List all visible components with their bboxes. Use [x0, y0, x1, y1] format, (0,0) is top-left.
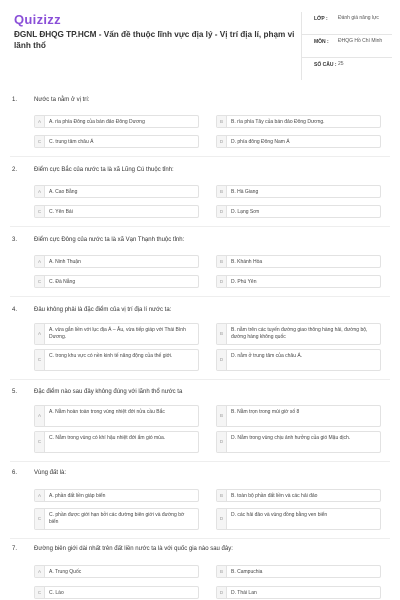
option-letter: D: [217, 432, 227, 452]
option-text: C. Lào: [49, 590, 64, 596]
divider: [10, 156, 390, 157]
answer-option-b[interactable]: [216, 323, 381, 345]
option-text: D. phía đông Đông Nam Á: [231, 139, 290, 145]
answer-option-d[interactable]: [216, 205, 381, 218]
answer-option-b[interactable]: [216, 489, 381, 502]
worksheet-header: [0, 0, 400, 82]
meta-row-class: [302, 12, 392, 35]
question-number: 3.: [12, 237, 18, 243]
answer-option-a[interactable]: [34, 565, 199, 578]
option-text: C. trong khu vực có nền kinh tế năng động của thế giới.: [49, 353, 173, 359]
option-letter: C: [35, 276, 45, 287]
answer-option-c[interactable]: [34, 135, 199, 148]
answer-option-d[interactable]: [216, 135, 381, 148]
option-text: A. vừa gắn liền với lục địa Á – Âu, vừa tiếp giáp với Thái Bình Dương.: [49, 327, 186, 340]
meta-label: LỚP :: [314, 16, 328, 22]
answer-option-b[interactable]: [216, 185, 381, 198]
option-text: A. Cao Bằng: [49, 189, 78, 195]
option-letter: D: [217, 509, 227, 529]
question-text: Đặc điểm nào sau đây không đúng với lãnh thổ nước ta: [34, 389, 183, 395]
answer-option-c[interactable]: [34, 275, 199, 288]
meta-label: MÔN :: [314, 39, 329, 45]
option-letter: D: [217, 350, 227, 370]
answer-option-c[interactable]: [34, 205, 199, 218]
answer-option-c[interactable]: [34, 349, 199, 371]
option-letter: A: [35, 490, 45, 501]
option-text: C. phần được giới hạn bởi các đường biên giới và đường bờ biển: [49, 512, 185, 525]
meta-label: SỐ CÂU :: [314, 62, 337, 68]
question-number: 5.: [12, 389, 18, 395]
answer-option-d[interactable]: [216, 508, 381, 530]
option-text: A. Trung Quốc: [49, 569, 82, 575]
question-number: 6.: [12, 470, 18, 476]
option-text: A. Ninh Thuận: [49, 259, 81, 265]
option-text: C. Nằm trong vùng có khí hậu nhiệt đới ẩm gió mùa.: [49, 435, 166, 441]
divider: [10, 296, 390, 297]
divider: [10, 379, 390, 380]
answer-option-a[interactable]: [34, 115, 199, 128]
option-letter: B: [217, 490, 227, 501]
worksheet-meta: [301, 12, 392, 80]
question-text: Đường biên giới dài nhất trên đất liền nước ta là với quốc gia nào sau đây:: [34, 546, 233, 552]
option-text: C. Yên Bái: [49, 209, 73, 215]
answer-option-a[interactable]: [34, 255, 199, 268]
question-number: 4.: [12, 307, 18, 313]
option-letter: C: [35, 136, 45, 147]
answer-option-d[interactable]: [216, 275, 381, 288]
meta-row-subject: [302, 35, 392, 58]
option-text: B. Hà Giang: [231, 189, 259, 195]
option-text: D. Nằm trong vùng chịu ảnh hưởng của gió Mậu dịch.: [231, 435, 351, 441]
option-text: B. toàn bộ phần đất liền và các hải đảo: [231, 493, 318, 499]
option-letter: A: [35, 256, 45, 267]
option-letter: C: [35, 432, 45, 452]
answer-option-c[interactable]: [34, 586, 199, 599]
divider: [10, 461, 390, 462]
answer-option-a[interactable]: [34, 405, 199, 427]
question-number: 1.: [12, 97, 18, 103]
meta-value: 25: [338, 61, 344, 67]
option-letter: D: [217, 587, 227, 598]
option-text: D. nằm ở trung tâm của châu Á.: [231, 353, 303, 359]
meta-row-count: [302, 58, 392, 80]
worksheet-title: ĐGNL ĐHQG TP.HCM - Vấn đề thuộc lĩnh vực địa lý - Vị trí địa lí, phạm vi lãnh thổ: [14, 30, 295, 50]
answer-option-d[interactable]: [216, 431, 381, 453]
question-text: Đâu không phải là đặc điểm của vị trí địa lí nước ta:: [34, 307, 172, 313]
option-text: A. phần đất liền giáp biển: [49, 493, 106, 499]
option-text: C. trung tâm châu Á: [49, 139, 94, 145]
option-letter: A: [35, 186, 45, 197]
divider: [10, 226, 390, 227]
answer-option-b[interactable]: [216, 255, 381, 268]
answer-option-a[interactable]: [34, 185, 199, 198]
meta-value: ĐHQG Hồ Chí Minh: [338, 38, 383, 44]
option-text: B. Campuchia: [231, 569, 263, 575]
question-text: Nước ta nằm ở vị trí:: [34, 97, 90, 103]
answer-option-b[interactable]: [216, 565, 381, 578]
answer-option-d[interactable]: [216, 349, 381, 371]
option-text: B. rìa phía Tây của bán đảo Đông Dương.: [231, 119, 325, 125]
question-text: Điểm cực Đông của nước ta là xã Vạn Thạnh thuộc tỉnh:: [34, 237, 185, 243]
option-letter: A: [35, 406, 45, 426]
answer-option-d[interactable]: [216, 586, 381, 599]
option-letter: A: [35, 116, 45, 127]
option-letter: B: [217, 186, 227, 197]
option-letter: D: [217, 136, 227, 147]
option-text: A. rìa phía Đông của bán đảo Đông Dương: [49, 119, 145, 125]
option-letter: C: [35, 350, 45, 370]
meta-value: Đánh giá năng lực: [338, 15, 379, 21]
option-text: B. Khánh Hòa: [231, 259, 263, 265]
option-letter: C: [35, 206, 45, 217]
option-letter: C: [35, 509, 45, 529]
option-text: B. nằm trên các tuyến đường giao thông hàng hải, đường bộ, đường hàng không quốc: [231, 327, 368, 340]
option-text: D. Phú Yên: [231, 279, 257, 285]
option-letter: D: [217, 276, 227, 287]
question-number: 7.: [12, 546, 18, 552]
option-text: B. Nằm trọn trong múi giờ số 8: [231, 409, 300, 415]
question-text: Vùng đất là:: [34, 470, 67, 476]
option-text: A. Nằm hoàn toàn trong vùng nhiệt đới nửa cầu Bắc: [49, 409, 165, 415]
answer-option-a[interactable]: [34, 323, 199, 345]
answer-option-b[interactable]: [216, 405, 381, 427]
answer-option-a[interactable]: [34, 489, 199, 502]
option-letter: A: [35, 566, 45, 577]
quizizz-logo: Quizizz: [14, 12, 61, 27]
option-letter: B: [217, 324, 227, 344]
answer-option-c[interactable]: [34, 508, 199, 530]
answer-option-c[interactable]: [34, 431, 199, 453]
answer-option-b[interactable]: [216, 115, 381, 128]
option-letter: A: [35, 324, 45, 344]
question-number: 2.: [12, 167, 18, 173]
option-text: D. Lạng Sơn: [231, 209, 260, 215]
option-text: D. Thái Lan: [231, 590, 257, 596]
option-text: C. Đà Nẵng: [49, 279, 76, 285]
option-letter: D: [217, 206, 227, 217]
question-text: Điểm cực Bắc của nước ta là xã Lũng Cú thuộc tỉnh:: [34, 167, 174, 173]
option-text: D. các hải đảo và vùng đồng bằng ven biển: [231, 512, 328, 518]
option-letter: C: [35, 587, 45, 598]
divider: [10, 538, 390, 539]
option-letter: B: [217, 256, 227, 267]
option-letter: B: [217, 566, 227, 577]
option-letter: B: [217, 116, 227, 127]
option-letter: B: [217, 406, 227, 426]
